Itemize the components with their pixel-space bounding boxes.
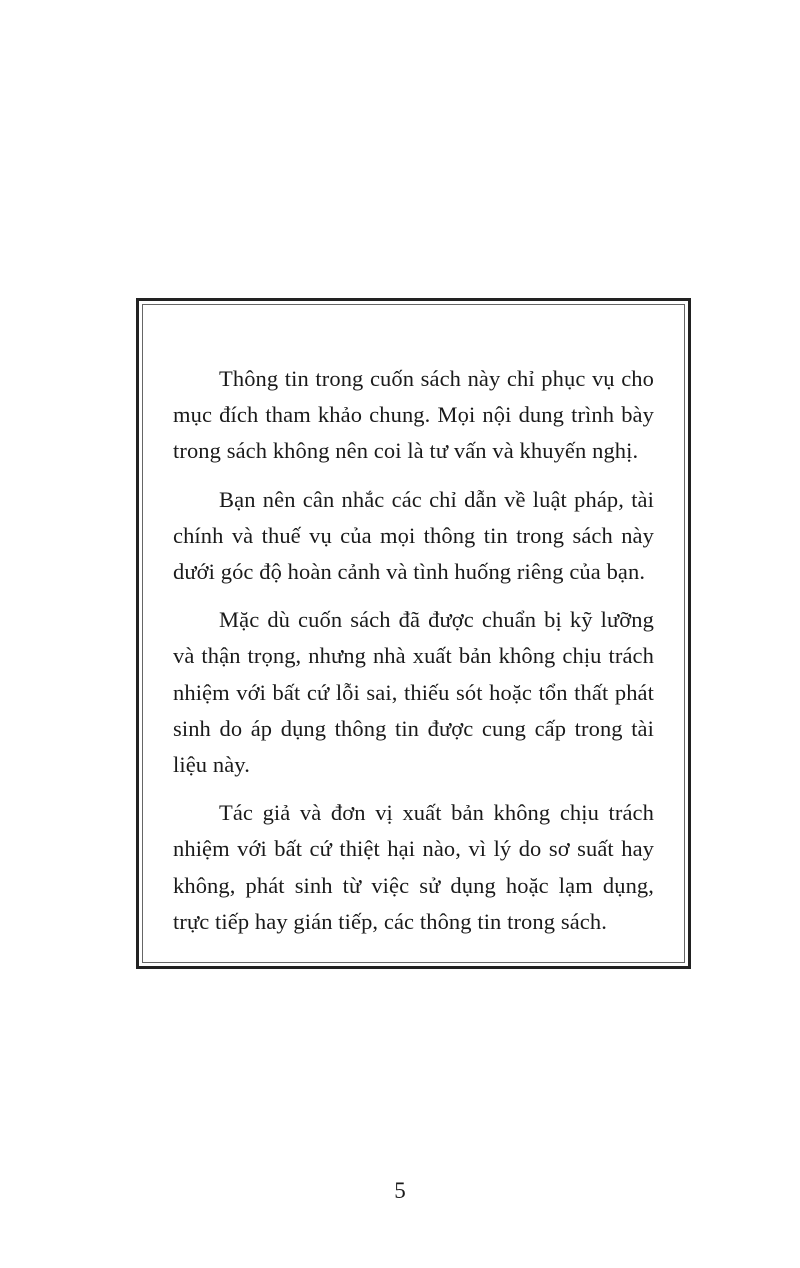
disclaimer-text xyxy=(173,361,654,952)
disclaimer-paragraph-4: Tác giả và đơn vị xuất bản không chịu trách nhiệm với bất cứ thiệt hại nào, vì lý do sơ suất hay không, phát sinh từ việc sử dụng hoặc lạm dụng, trực tiếp hay gián tiếp, các thông tin trong sách. xyxy=(173,800,654,934)
disclaimer-box xyxy=(136,298,691,969)
disclaimer-paragraph-3: Mặc dù cuốn sách đã được chuẩn bị kỹ lưỡng và thận trọng, nhưng nhà xuất bản không chịu trách nhiệm với bất cứ lỗi sai, thiếu sót hoặc tổn thất phát sinh do áp dụng thông tin được cung cấp trong tài liệu này. xyxy=(173,607,654,778)
disclaimer-paragraph-1: Thông tin trong cuốn sách này chỉ phục vụ cho mục đích tham khảo chung. Mọi nội dung trình bày trong sách không nên coi là tư vấn và khuyến nghị. xyxy=(173,366,654,464)
page-number: 5 xyxy=(394,1178,406,1203)
disclaimer-paragraph-2: Bạn nên cân nhắc các chỉ dẫn về luật pháp, tài chính và thuế vụ của mọi thông tin trong sách này dưới góc độ hoàn cảnh và tình huống riêng của bạn. xyxy=(173,486,654,585)
disclaimer-box-inner-border xyxy=(142,304,685,963)
